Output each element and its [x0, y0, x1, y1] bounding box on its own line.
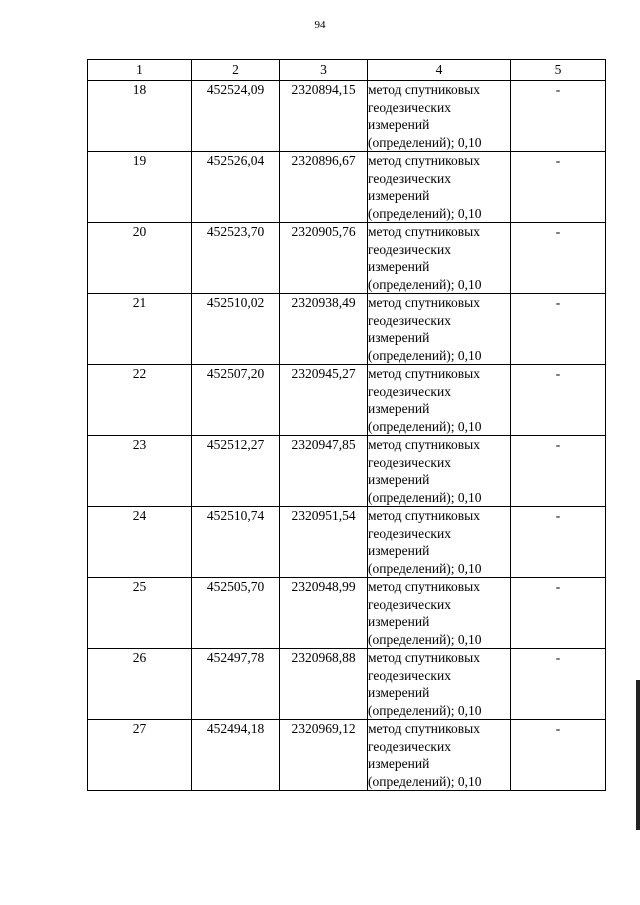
- header-col-1: 1: [88, 60, 192, 81]
- method-line: геодезических: [368, 312, 451, 328]
- method-line: метод спутниковых: [368, 153, 480, 168]
- point-number: 21: [88, 294, 192, 365]
- point-number: 27: [88, 720, 192, 791]
- note-cell: -: [511, 152, 606, 223]
- method-line: метод спутниковых: [368, 579, 480, 594]
- coordinate-y: 2320968,88: [280, 649, 368, 720]
- coordinate-x: 452510,02: [192, 294, 280, 365]
- method-line: (определений); 0,10: [368, 418, 482, 434]
- method-line: измерений: [368, 543, 430, 558]
- note-cell: -: [511, 436, 606, 507]
- coordinate-x: 452526,04: [192, 152, 280, 223]
- point-number: 23: [88, 436, 192, 507]
- note-cell: -: [511, 649, 606, 720]
- method-line: геодезических: [368, 596, 451, 612]
- method-line: (определений); 0,10: [368, 205, 482, 221]
- method-line: метод спутниковых: [368, 82, 480, 97]
- coordinate-y: 2320938,49: [280, 294, 368, 365]
- coordinate-y: 2320948,99: [280, 578, 368, 649]
- method-line: (определений); 0,10: [368, 347, 482, 363]
- method-line: геодезических: [368, 383, 451, 399]
- method-line: геодезических: [368, 525, 451, 541]
- method-line: измерений: [368, 259, 430, 274]
- method-line: (определений); 0,10: [368, 560, 482, 576]
- point-number: 26: [88, 649, 192, 720]
- point-number: 22: [88, 365, 192, 436]
- method-line: геодезических: [368, 454, 451, 470]
- point-number: 19: [88, 152, 192, 223]
- coordinate-x: 452523,70: [192, 223, 280, 294]
- note-cell: -: [511, 294, 606, 365]
- table-row: [88, 507, 606, 578]
- method-line: метод спутниковых: [368, 295, 480, 310]
- method-line: метод спутниковых: [368, 721, 480, 736]
- method-line: измерений: [368, 614, 430, 629]
- method-line: (определений); 0,10: [368, 489, 482, 505]
- method-line: измерений: [368, 472, 430, 487]
- note-cell: -: [511, 365, 606, 436]
- table-row: [88, 81, 606, 152]
- method-line: измерений: [368, 330, 430, 345]
- coordinate-x: 452512,27: [192, 436, 280, 507]
- note-cell: -: [511, 507, 606, 578]
- method-line: (определений); 0,10: [368, 134, 482, 150]
- coordinate-y: 2320947,85: [280, 436, 368, 507]
- method-description: [368, 578, 511, 649]
- method-line: измерений: [368, 188, 430, 203]
- method-line: геодезических: [368, 241, 451, 257]
- point-number: 25: [88, 578, 192, 649]
- method-line: геодезических: [368, 738, 451, 754]
- coordinates-table: [87, 59, 606, 791]
- method-description: [368, 720, 511, 791]
- method-line: метод спутниковых: [368, 650, 480, 665]
- scan-edge-mark: [636, 680, 640, 830]
- method-line: (определений); 0,10: [368, 773, 482, 789]
- method-description: [368, 152, 511, 223]
- table-row: [88, 720, 606, 791]
- point-number: 24: [88, 507, 192, 578]
- method-line: измерений: [368, 401, 430, 416]
- method-line: (определений); 0,10: [368, 702, 482, 718]
- method-description: [368, 507, 511, 578]
- table-row: [88, 223, 606, 294]
- table-row: [88, 152, 606, 223]
- table-row: [88, 578, 606, 649]
- note-cell: -: [511, 223, 606, 294]
- header-col-5: 5: [511, 60, 606, 81]
- note-cell: -: [511, 578, 606, 649]
- method-line: (определений); 0,10: [368, 631, 482, 647]
- method-description: [368, 81, 511, 152]
- coordinate-x: 452494,18: [192, 720, 280, 791]
- table-row: [88, 294, 606, 365]
- point-number: 20: [88, 223, 192, 294]
- note-cell: -: [511, 720, 606, 791]
- coordinate-y: 2320896,67: [280, 152, 368, 223]
- method-description: [368, 365, 511, 436]
- table-row: [88, 436, 606, 507]
- coordinate-x: 452507,20: [192, 365, 280, 436]
- method-line: (определений); 0,10: [368, 276, 482, 292]
- table-body: [88, 81, 606, 791]
- method-description: [368, 294, 511, 365]
- header-col-4: 4: [368, 60, 511, 81]
- method-description: [368, 649, 511, 720]
- method-line: измерений: [368, 685, 430, 700]
- method-line: геодезических: [368, 99, 451, 115]
- coordinate-x: 452524,09: [192, 81, 280, 152]
- coordinate-y: 2320894,15: [280, 81, 368, 152]
- method-line: измерений: [368, 117, 430, 132]
- header-col-2: 2: [192, 60, 280, 81]
- page-number: 94: [314, 19, 326, 31]
- coordinate-x: 452505,70: [192, 578, 280, 649]
- coordinate-x: 452510,74: [192, 507, 280, 578]
- method-line: метод спутниковых: [368, 366, 480, 381]
- coordinate-y: 2320951,54: [280, 507, 368, 578]
- point-number: 18: [88, 81, 192, 152]
- method-line: геодезических: [368, 667, 451, 683]
- method-description: [368, 436, 511, 507]
- table-row: [88, 365, 606, 436]
- method-line: метод спутниковых: [368, 224, 480, 239]
- table-header-row: [88, 60, 606, 81]
- method-description: [368, 223, 511, 294]
- coordinate-y: 2320945,27: [280, 365, 368, 436]
- note-cell: -: [511, 81, 606, 152]
- method-line: геодезических: [368, 170, 451, 186]
- coordinate-y: 2320969,12: [280, 720, 368, 791]
- method-line: метод спутниковых: [368, 437, 480, 452]
- coordinate-x: 452497,78: [192, 649, 280, 720]
- method-line: метод спутниковых: [368, 508, 480, 523]
- method-line: измерений: [368, 756, 430, 771]
- header-col-3: 3: [280, 60, 368, 81]
- coordinate-y: 2320905,76: [280, 223, 368, 294]
- table-row: [88, 649, 606, 720]
